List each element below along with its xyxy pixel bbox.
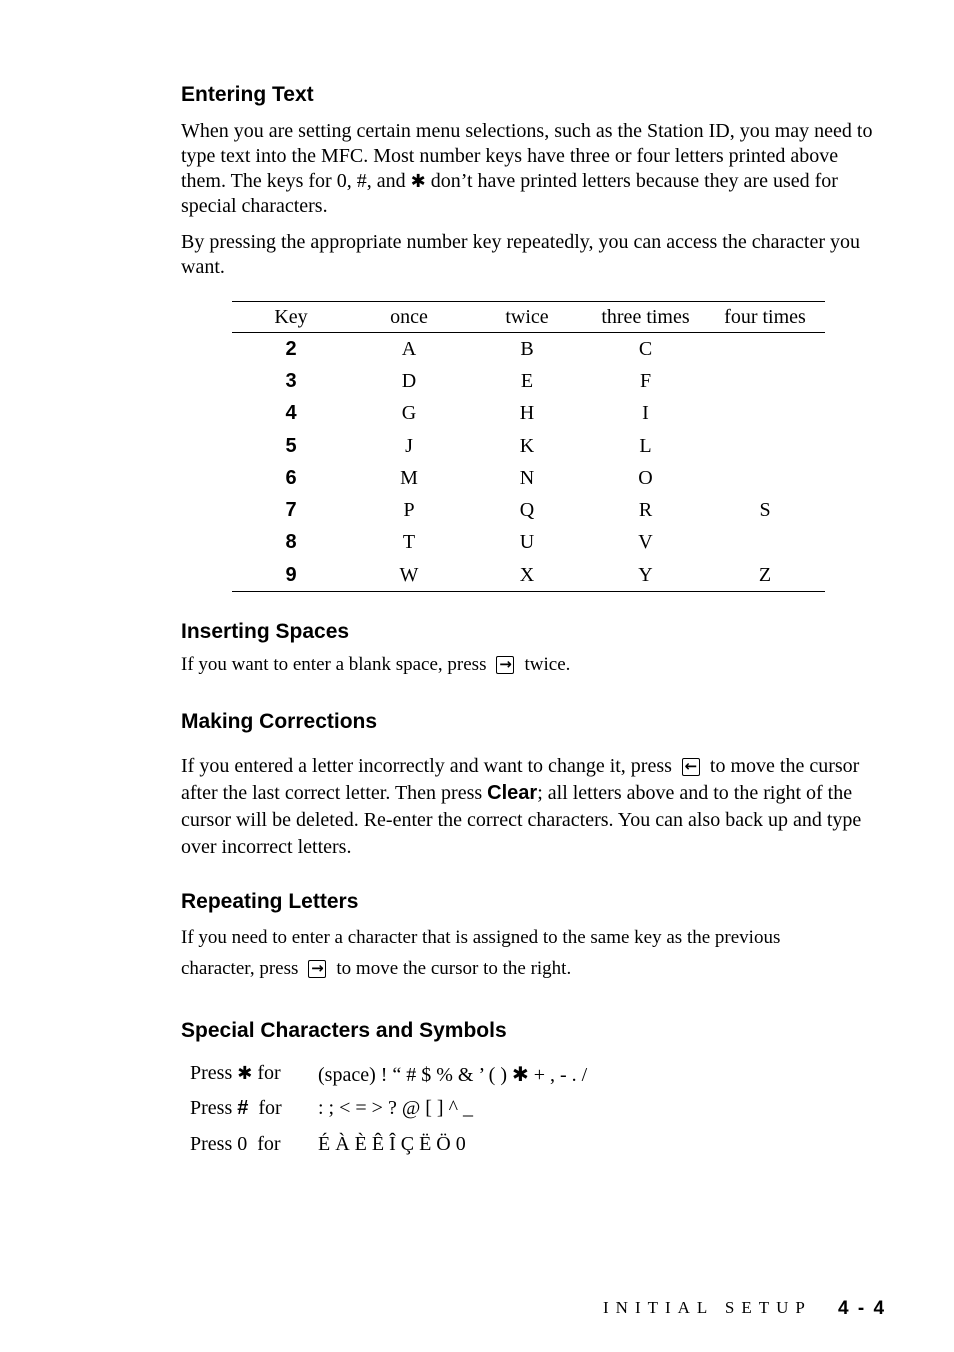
- table-cell-key: 4: [285, 402, 297, 425]
- table-cell: P: [403, 499, 415, 522]
- table-row: [232, 559, 825, 592]
- paragraph-repeating-letters-2: character, press → to move the cursor to the right.: [181, 958, 572, 979]
- table-cell: O: [638, 466, 653, 489]
- table-cell: [705, 365, 825, 397]
- table-row: [232, 527, 825, 559]
- table-row: [232, 430, 825, 462]
- table-cell: [705, 527, 825, 559]
- table-header: four times: [705, 302, 825, 333]
- table-header: once: [350, 302, 468, 333]
- table-cell: [705, 398, 825, 430]
- symbol-list: : ; < = > ? @ [ ] ^ _: [318, 1097, 473, 1119]
- table-cell: A: [401, 337, 417, 360]
- table-cell: E: [520, 369, 534, 392]
- table-cell: G: [401, 402, 417, 425]
- table-cell-key: 3: [285, 369, 297, 392]
- table-header: three times: [586, 302, 705, 333]
- table-cell: Y: [638, 563, 653, 586]
- paragraph-entering-text-2: By pressing the appropriate number key repeatedly, you can access the character you want.: [181, 231, 860, 278]
- symbol-list: (space) ! “ # $ % & ’ ( ) ✱ + , - . /: [318, 1064, 588, 1086]
- table-cell-key: 7: [285, 499, 297, 522]
- symbol-list: É À È Ê Î Ç Ë Ö 0: [318, 1133, 466, 1155]
- table-cell: X: [519, 563, 535, 586]
- page-number: 4 - 4: [838, 1298, 887, 1319]
- table-cell: [705, 462, 825, 494]
- table-cell-key: 9: [285, 563, 297, 586]
- table-cell: R: [638, 499, 653, 522]
- table-row: [232, 494, 825, 526]
- key-letter-table: [232, 301, 825, 592]
- table-cell: J: [405, 434, 413, 457]
- heading-special-characters: Special Characters and Symbols: [181, 1019, 507, 1042]
- table-row: [232, 333, 825, 366]
- footer-section-title: INITIAL SETUP: [603, 1298, 812, 1317]
- table-cell: L: [639, 434, 652, 457]
- right-arrow-key-icon: →: [308, 960, 326, 978]
- paragraph-making-corrections: If you entered a letter incorrectly and want to change it, press ← to move the cursor after the last correct letter. Then press Clear; all letters above and to the right of the cursor will be deleted. Re-enter the correct characters. You can also back up and type over incorrect letters.: [181, 755, 862, 858]
- table-cell: Q: [519, 499, 535, 522]
- table-cell: C: [638, 337, 653, 360]
- table-cell: N: [519, 466, 535, 489]
- table-header: twice: [468, 302, 586, 333]
- table-row: [232, 398, 825, 430]
- table-cell: Z: [758, 563, 772, 586]
- table-cell-key: 8: [285, 531, 297, 554]
- paragraph-inserting-spaces: If you want to enter a blank space, press → twice.: [181, 654, 571, 675]
- table-row: [232, 462, 825, 494]
- table-cell-key: 2: [285, 337, 297, 360]
- table-cell: U: [519, 531, 535, 554]
- table-cell: M: [400, 466, 418, 489]
- table-cell-key: 6: [285, 466, 297, 489]
- table-cell: H: [519, 402, 535, 425]
- heading-inserting-spaces: Inserting Spaces: [181, 620, 350, 643]
- clear-key-label: Clear: [487, 782, 538, 804]
- table-cell: T: [402, 531, 416, 554]
- heading-repeating-letters: Repeating Letters: [181, 890, 359, 913]
- left-arrow-key-icon: ←: [682, 758, 700, 776]
- paragraph-repeating-letters-1: If you need to enter a character that is assigned to the same key as the previous: [181, 927, 781, 948]
- table-cell: K: [519, 434, 535, 457]
- table-cell: V: [638, 531, 653, 554]
- table-cell-key: 5: [285, 434, 297, 457]
- star-key-symbol: ✱: [237, 1063, 253, 1084]
- zero-key-symbol: 0: [237, 1133, 248, 1155]
- hash-key-symbol: #: [237, 1097, 249, 1119]
- right-arrow-key-icon: →: [496, 656, 514, 674]
- table-cell: D: [401, 369, 417, 392]
- table-cell: [705, 333, 825, 366]
- table-header-row: [232, 302, 825, 333]
- table-cell: S: [759, 499, 771, 522]
- table-cell: I: [642, 402, 649, 425]
- heading-entering-text: Entering Text: [181, 83, 314, 106]
- table-cell: F: [639, 369, 652, 392]
- table-cell: W: [399, 563, 419, 586]
- table-cell: B: [520, 337, 534, 360]
- paragraph-entering-text-1: When you are setting certain menu selections, such as the Station ID, you may need to type text into the MFC. Most number keys have three or four letters printed above them. The keys for 0, #, and ✱ don’t have printed letters because they are used for special characters.: [181, 120, 873, 217]
- table-header: Key: [232, 302, 350, 333]
- heading-making-corrections: Making Corrections: [181, 710, 378, 733]
- table-cell: [705, 430, 825, 462]
- star-key-symbol: ✱: [410, 171, 426, 192]
- table-row: [232, 365, 825, 397]
